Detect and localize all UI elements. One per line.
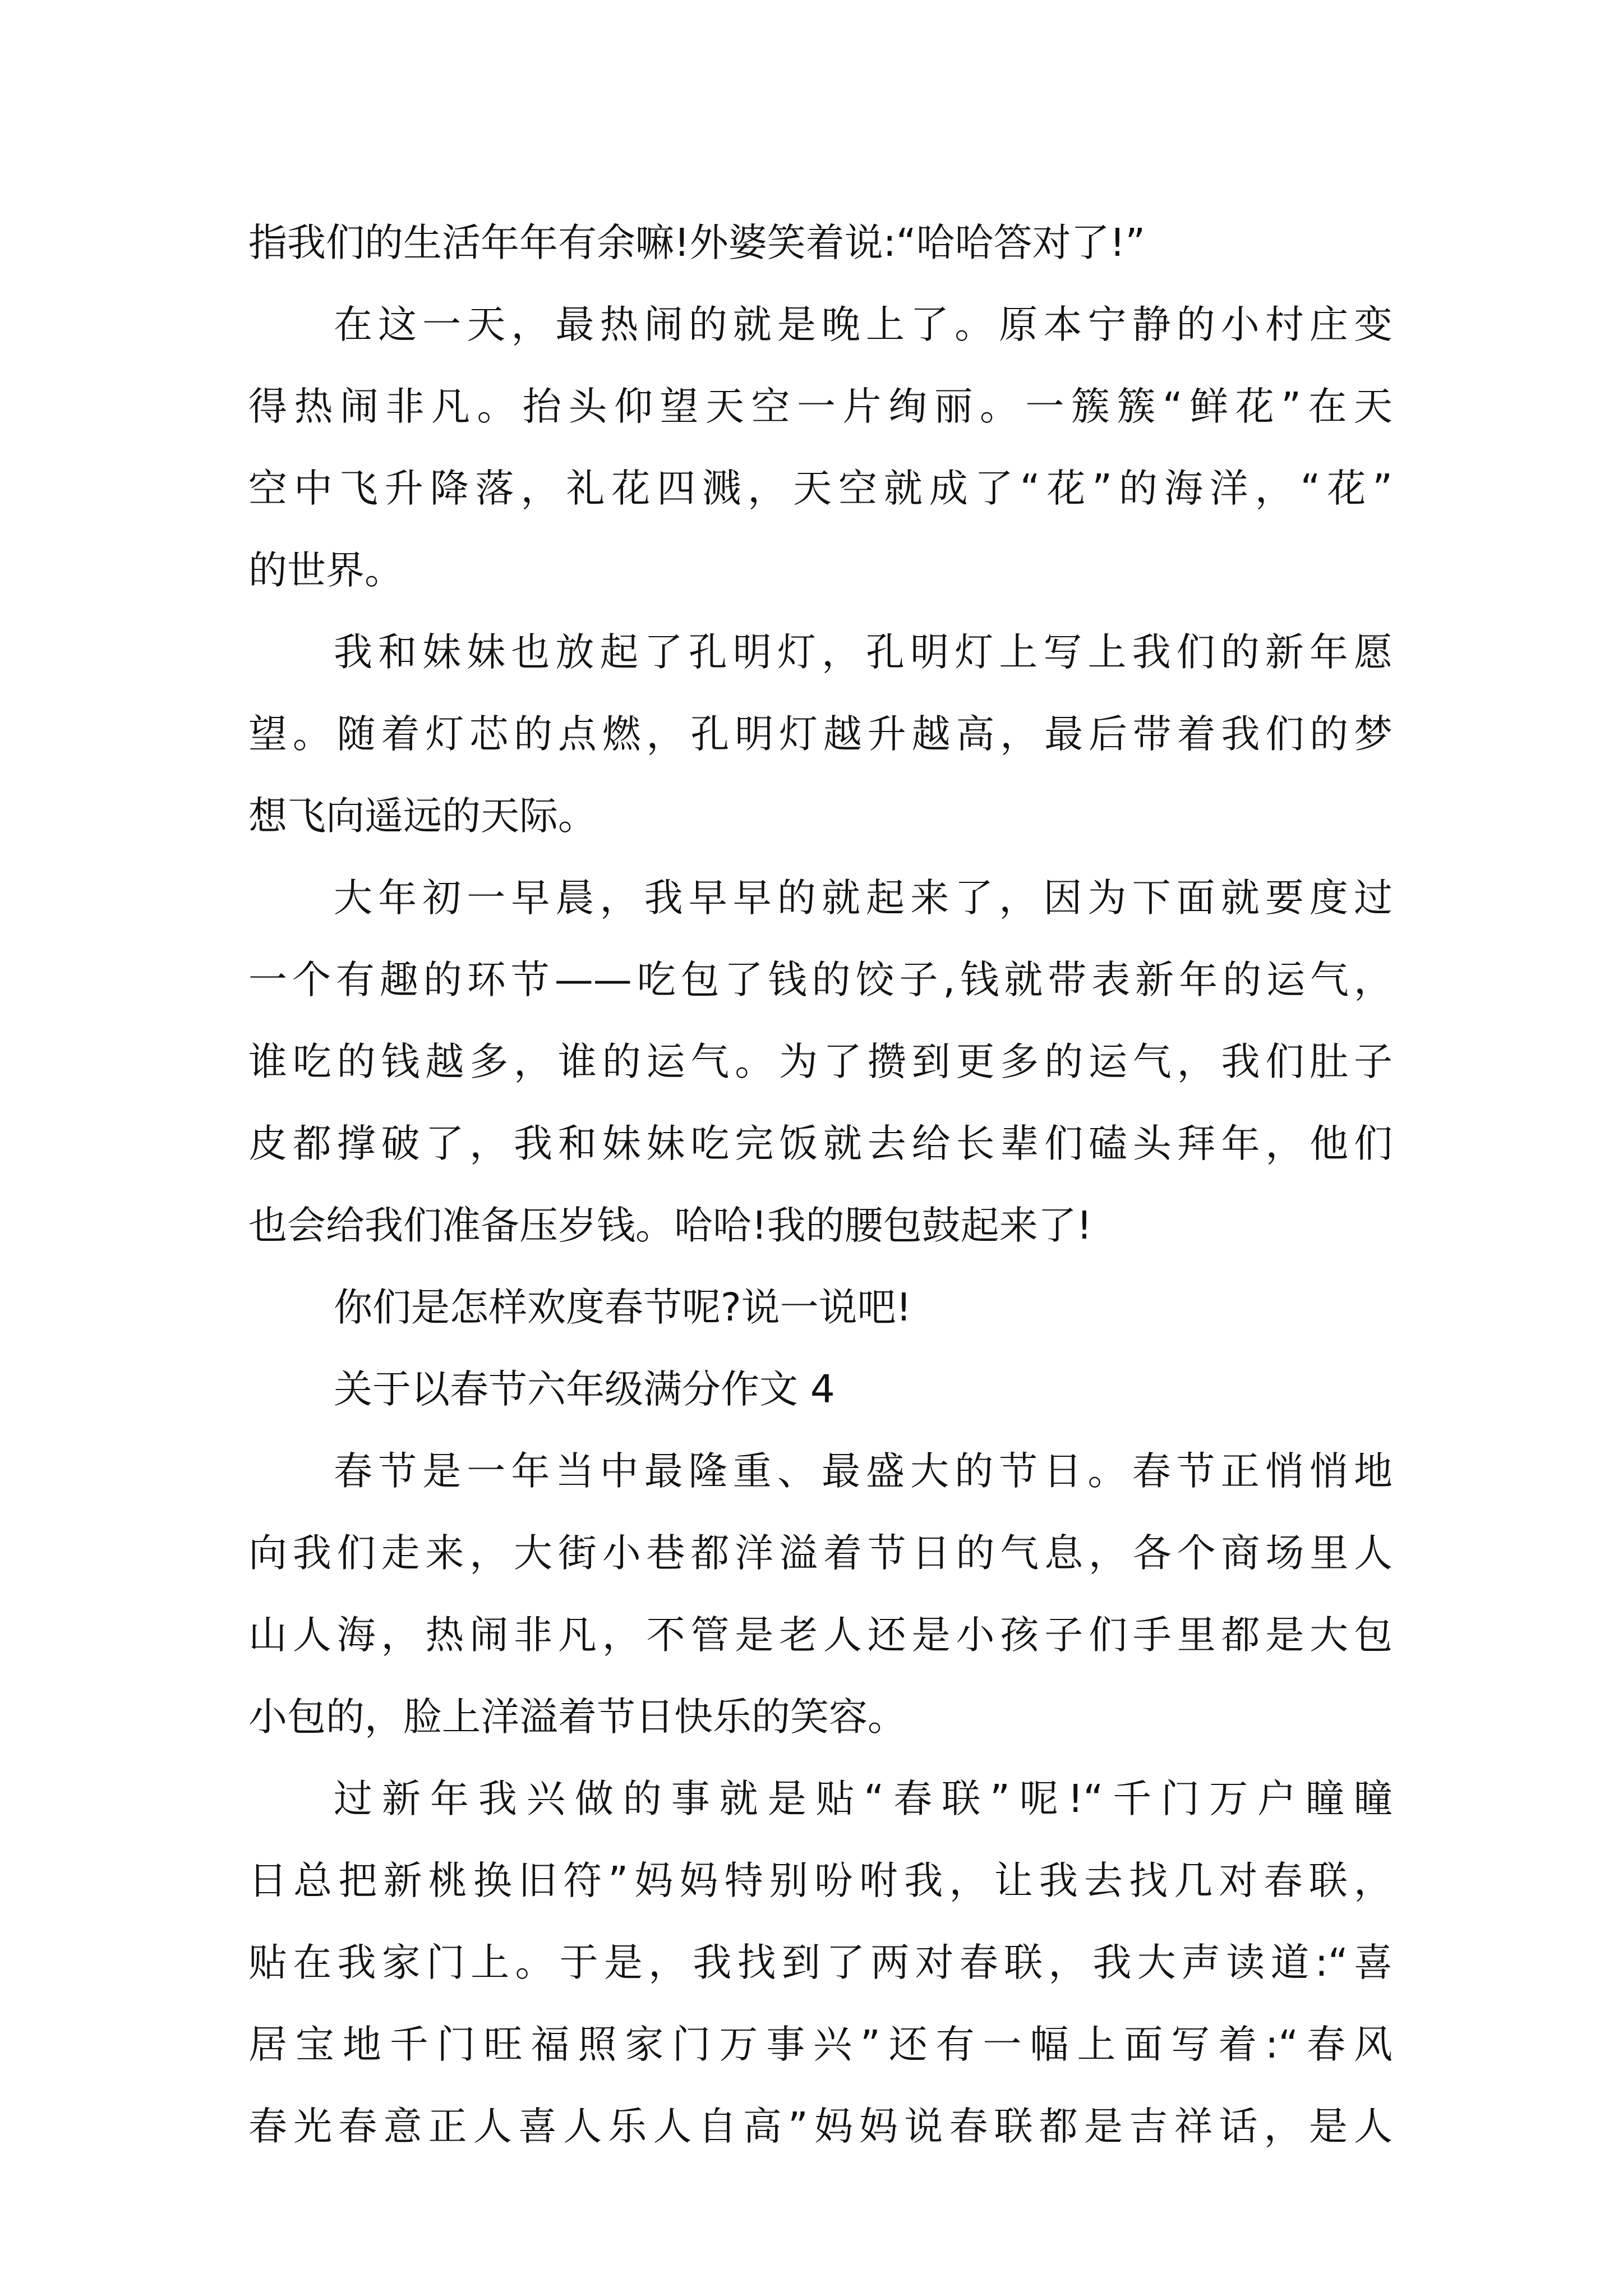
paragraph-start-line: 在这一天，最热闹的就是晚上了。原本宁静的小村庄变 <box>334 302 1393 347</box>
text-line: 想飞向遥远的天际。 <box>248 794 597 839</box>
text-line: 小包的，脸上洋溢着节日快乐的笑容。 <box>248 1695 906 1740</box>
paragraph-start-line: 大年初一早晨，我早早的就起来了，因为下面就要度过 <box>334 876 1393 921</box>
paragraph-start-line: 过新年我兴做的事就是贴“春联”呢!“千门万户瞳瞳 <box>334 1777 1393 1821</box>
text-line: 得热闹非凡。抬头仰望天空一片绚丽。一簇簇“鲜花”在天 <box>248 384 1393 429</box>
text-line: 谁吃的钱越多，谁的运气。为了攒到更多的运气，我们肚子 <box>248 1039 1393 1084</box>
text-line: 春光春意正人喜人乐人自高”妈妈说春联都是吉祥话，是人 <box>248 2104 1393 2149</box>
text-line: 皮都撑破了，我和妹妹吃完饭就去给长辈们磕头拜年，他们 <box>248 1121 1393 1166</box>
text-line: 向我们走来，大街小巷都洋溢着节日的气息，各个商场里人 <box>248 1531 1393 1576</box>
text-line: 也会给我们准备压岁钱。哈哈!我的腰包鼓起来了! <box>248 1203 1092 1248</box>
text-line: 指我们的生活年年有余嘛!外婆笑着说:“哈哈答对了!” <box>248 220 1146 265</box>
text-line: 的世界。 <box>248 548 403 593</box>
paragraph-start-line: 春节是一年当中最隆重、最盛大的节日。春节正悄悄地 <box>334 1449 1393 1494</box>
text-line: 一个有趣的环节——吃包了钱的饺子,钱就带表新年的运气， <box>248 958 1393 1002</box>
text-line: 日总把新桃换旧符”妈妈特别吩咐我，让我去找几对春联， <box>248 1858 1393 1903</box>
paragraph-start-line: 你们是怎样欢度春节呢?说一说吧! <box>334 1285 912 1330</box>
text-line: 空中飞升降落，礼花四溅，天空就成了“花”的海洋，“花” <box>248 466 1393 511</box>
text-line: 居宝地千门旺福照家门万事兴”还有一幅上面写着:“春风 <box>248 2022 1393 2067</box>
text-line: 贴在我家门上。于是，我找到了两对春联，我大声读道:“喜 <box>248 1940 1393 1985</box>
paragraph-start-line: 我和妹妹也放起了孔明灯，孔明灯上写上我们的新年愿 <box>334 630 1393 675</box>
article-body <box>248 202 1393 2168</box>
text-line: 望。随着灯芯的点燃，孔明灯越升越高，最后带着我们的梦 <box>248 712 1393 757</box>
text-line: 山人海，热闹非凡，不管是老人还是小孩子们手里都是大包 <box>248 1613 1393 1658</box>
section-heading: 关于以春节六年级满分作文 4 <box>334 1367 835 1412</box>
